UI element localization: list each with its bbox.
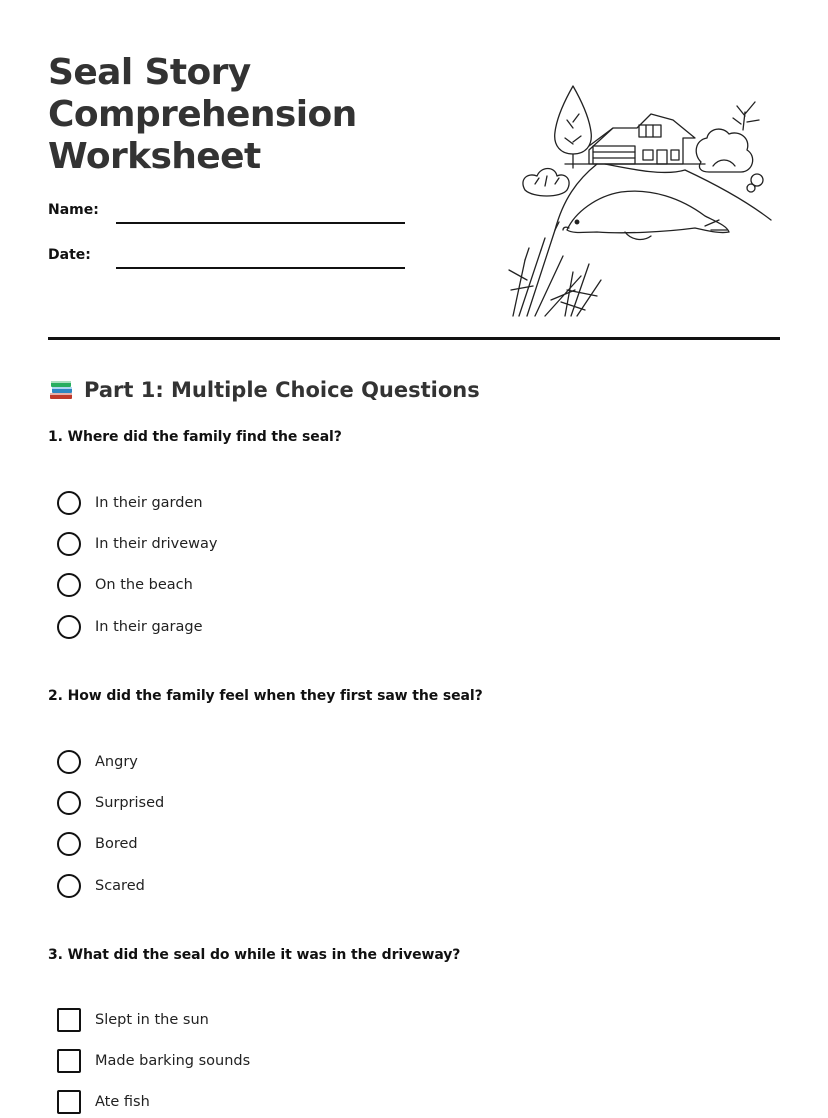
radio-button[interactable] — [57, 573, 81, 597]
q2-option-4[interactable] — [57, 873, 145, 899]
house-seal-illustration — [505, 80, 780, 320]
q2-option-3[interactable] — [57, 831, 138, 857]
radio-button[interactable] — [57, 832, 81, 856]
checkbox[interactable] — [57, 1008, 81, 1032]
question-2: 2. How did the family feel when they first saw the seal? — [48, 688, 483, 704]
q3-option-3[interactable] — [57, 1089, 150, 1115]
radio-button[interactable] — [57, 750, 81, 774]
option-label: In their garden — [95, 495, 203, 511]
header-divider — [48, 337, 780, 340]
q1-option-4[interactable] — [57, 614, 203, 640]
date-label: Date: — [48, 247, 91, 263]
radio-button[interactable] — [57, 615, 81, 639]
books-icon — [48, 377, 74, 403]
part1-heading-text: Part 1: Multiple Choice Questions — [84, 378, 480, 402]
question-1: 1. Where did the family find the seal? — [48, 429, 342, 445]
checkbox[interactable] — [57, 1049, 81, 1073]
q1-option-2[interactable] — [57, 531, 218, 557]
radio-button[interactable] — [57, 874, 81, 898]
option-label: On the beach — [95, 577, 193, 593]
option-label: Ate fish — [95, 1094, 150, 1110]
q1-option-1[interactable] — [57, 490, 203, 516]
part1-heading — [48, 375, 480, 405]
q3-option-1[interactable] — [57, 1007, 209, 1033]
option-label: Surprised — [95, 795, 165, 811]
date-line[interactable] — [116, 267, 405, 269]
option-label: Made barking sounds — [95, 1053, 251, 1069]
option-label: Scared — [95, 878, 145, 894]
name-line[interactable] — [116, 222, 405, 224]
q3-option-2[interactable] — [57, 1048, 250, 1074]
name-label: Name: — [48, 202, 99, 218]
radio-button[interactable] — [57, 532, 81, 556]
radio-button[interactable] — [57, 491, 81, 515]
option-label: Bored — [95, 836, 138, 852]
radio-button[interactable] — [57, 791, 81, 815]
q1-option-3[interactable] — [57, 572, 193, 598]
q2-option-1[interactable] — [57, 749, 138, 775]
question-3: 3. What did the seal do while it was in the driveway? — [48, 947, 461, 963]
option-label: Slept in the sun — [95, 1012, 209, 1028]
option-label: Angry — [95, 754, 138, 770]
option-label: In their driveway — [95, 536, 218, 552]
q2-option-2[interactable] — [57, 790, 164, 816]
checkbox[interactable] — [57, 1090, 81, 1114]
worksheet-title: Seal Story Comprehension Worksheet — [48, 52, 357, 177]
option-label: In their garage — [95, 619, 203, 635]
